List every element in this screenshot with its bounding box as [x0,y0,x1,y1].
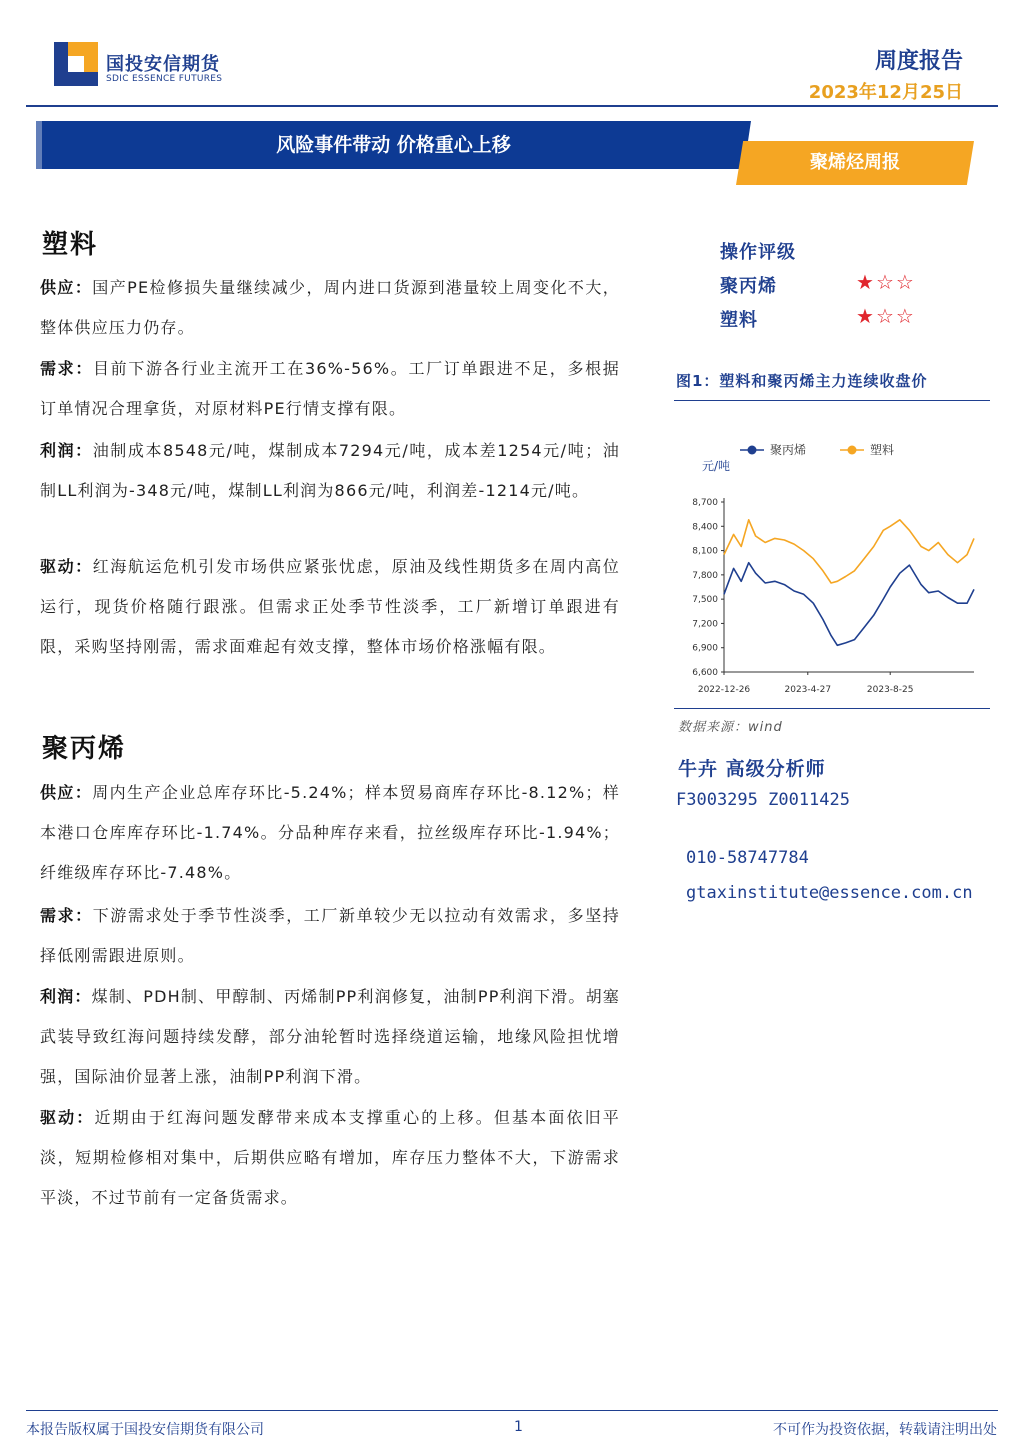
chart-y-tick-label: 7,200 [692,619,718,630]
plastic-paragraph: 需求：目前下游各行业主流开工在36%-56%。工厂订单跟进不足，多根据订单情况合理拿货，对原材料PE行情支撑有限。 [40,359,620,418]
rating-item-name: 聚丙烯 [720,276,777,297]
rating-heading: 操作评级 [720,242,796,263]
header-divider [26,105,998,107]
report-headline: 风险事件带动 价格重心上移 [276,134,511,156]
rating-stars [856,270,916,294]
chart-legend-label: 塑料 [870,443,895,457]
star-empty-icon: ☆ [895,304,916,328]
analyst-certificate: F3003295 Z0011425 [676,790,850,810]
pp-paragraph: 需求：下游需求处于季节性淡季，工厂新单较少无以拉动有效需求，多坚持择低刚需跟进原则。 [40,906,620,965]
company-logo-icon [54,42,98,86]
analyst-email[interactable]: gtaxinstitute@essence.com.cn [686,883,973,903]
chart-legend-marker [748,446,757,455]
chart-y-tick-label: 8,100 [692,546,718,557]
footer-divider [26,1410,998,1411]
plastic-paragraph: 利润：油制成本8548元/吨，煤制成本7294元/吨，成本差1254元/吨；油制LL利润为-348元/吨，煤制LL利润为866元/吨，利润差-1214元/吨。 [40,441,620,500]
star-filled-icon: ★ [856,304,876,328]
chart-x-tick-label: 2022-12-26 [697,685,751,695]
star-empty-icon: ☆ [875,304,896,328]
rating-item-name: 塑料 [720,310,758,331]
chart-x-tick-label: 2023-4-27 [784,685,832,695]
page-number: 1 [514,1419,523,1435]
rating-stars [856,304,916,328]
company-name-en: SDIC ESSENCE FUTURES [106,74,223,84]
chart-y-unit: 元/吨 [701,459,731,473]
data-source: 数据来源：wind [678,720,783,735]
section-title-plastic: 塑料 [42,230,99,260]
figure-divider [674,400,990,401]
plastic-paragraph: 供应：国产PE检修损失量继续减少，周内进口货源到港量较上周变化不大，整体供应压力仍存。 [40,278,620,337]
chart-series-line-1 [724,520,974,583]
analyst-phone: 010-58747784 [686,848,809,868]
chart-y-tick-label: 7,800 [692,570,718,581]
star-empty-icon: ☆ [875,270,896,294]
plastic-paragraph: 驱动：红海航运危机引发市场供应紧张忧虑，原油及线性期货多在周内高位运行，现货价格随行跟涨。但需求正处季节性淡季，工厂新增订单跟进有限，采购坚持刚需，需求面难起有效支撑，整体市场价格涨幅有限。 [40,557,620,656]
pp-paragraph: 驱动：近期由于红海问题发酵带来成本支撑重心的上移。但基本面依旧平淡，短期检修相对集中，后期供应略有增加，库存压力整体不大，下游需求平淡，不过节前有一定备货需求。 [40,1108,620,1207]
analyst-name: 牛卉 高级分析师 [678,758,826,780]
chart-x-tick-label: 2023-8-25 [866,685,914,695]
chart-y-tick-label: 7,500 [692,595,718,606]
chart-y-tick-label: 6,600 [692,668,718,678]
pp-paragraph: 利润：煤制、PDH制、甲醇制、丙烯制PP利润修复，油制PP利润下滑。胡塞武装导致红海问题持续发酵，部分油轮暂时选择绕道运输，地缘风险担忧增强，国际油价显著上涨，油制PP利润下滑。 [40,987,620,1086]
section-title-pp: 聚丙烯 [42,734,127,764]
footer-copyright: 本报告版权属于国投安信期货有限公司 [26,1422,264,1438]
report-type: 周度报告 [874,49,963,74]
figure-divider [674,708,990,709]
pp-paragraph: 供应：周内生产企业总库存环比-5.24%；样本贸易商库存环比-8.12%；样本港口仓库库存环比-1.74%。分品种库存来看，拉丝级库存环比-1.94%；纤维级库存环比-7.48%。 [40,783,620,882]
chart-y-tick-label: 8,400 [692,522,718,533]
star-filled-icon: ★ [856,270,876,294]
chart-y-tick-label: 6,900 [692,643,718,654]
chart-y-tick-label: 8,700 [692,498,718,508]
figure-title: 图1：塑料和聚丙烯主力连续收盘价 [676,372,928,390]
report-series-title: 聚烯烃周报 [810,152,900,173]
star-empty-icon: ☆ [895,270,916,294]
company-name-cn: 国投安信期货 [106,54,220,75]
price-line-chart [676,430,986,705]
footer-disclaimer: 不可作为投资依据，转载请注明出处 [773,1422,997,1438]
chart-legend-marker [848,446,857,455]
chart-legend-label: 聚丙烯 [770,443,807,457]
report-date: 2023年12月25日 [808,82,963,103]
